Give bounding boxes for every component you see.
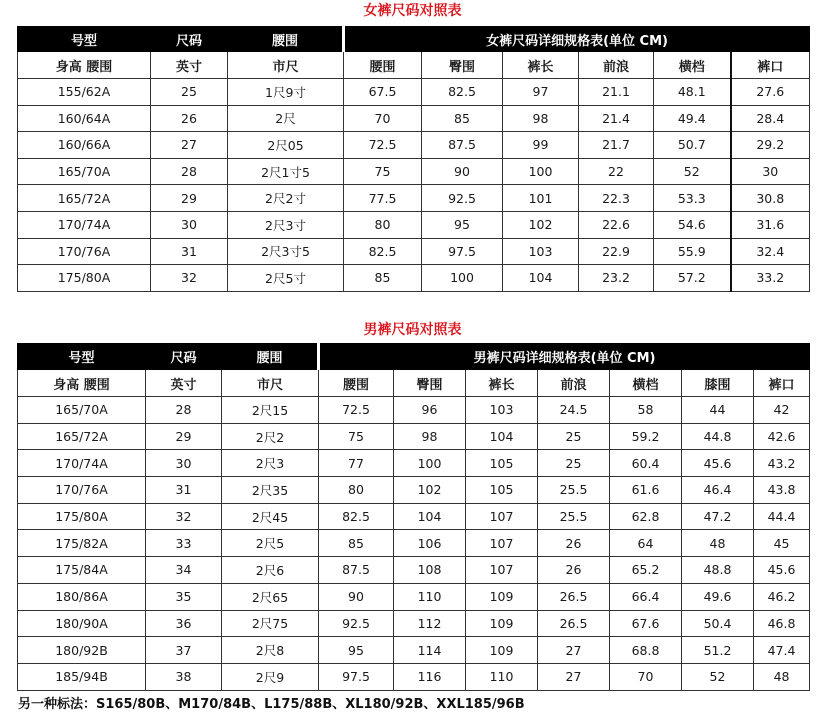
table-cell: 45 (754, 530, 810, 557)
table-cell: 52 (654, 158, 731, 185)
table-cell: 92.5 (422, 185, 503, 212)
table-cell: 70 (344, 105, 422, 132)
table-cell: 2尺15 (222, 397, 319, 424)
table-cell: 36 (146, 610, 222, 637)
table-cell: 107 (466, 503, 538, 530)
table-cell: 44.4 (754, 503, 810, 530)
table-cell: 95 (319, 637, 394, 664)
table-cell: 2尺3寸5 (228, 238, 344, 265)
column-header: 英寸 (151, 52, 228, 79)
table-cell: 2尺2寸 (228, 185, 344, 212)
table-cell: 28 (146, 397, 222, 424)
table-cell: 103 (466, 397, 538, 424)
table-cell: 48 (754, 663, 810, 690)
table-cell: 72.5 (319, 397, 394, 424)
table-cell: 46.4 (682, 477, 754, 504)
table-row (18, 79, 810, 106)
table-cell: 102 (503, 211, 579, 238)
table-cell: 22.6 (579, 211, 654, 238)
table-cell: 61.6 (610, 477, 682, 504)
table-cell: 2尺35 (222, 477, 319, 504)
column-header: 横档 (654, 52, 731, 79)
table-row (18, 423, 810, 450)
table-cell: 27 (151, 132, 228, 159)
table-cell: 104 (503, 265, 579, 292)
table-cell: 25.5 (538, 503, 610, 530)
column-header: 裤口 (731, 52, 810, 79)
table-cell: 50.4 (682, 610, 754, 637)
table-cell: 180/92B (18, 637, 146, 664)
table-cell: 33 (146, 530, 222, 557)
column-header: 臀围 (394, 370, 466, 397)
table-row (18, 637, 810, 664)
table-cell: 29 (151, 185, 228, 212)
table-cell: 155/62A (18, 79, 151, 106)
women-size-table (17, 26, 810, 292)
table-cell: 57.2 (654, 265, 731, 292)
table-cell: 2尺45 (222, 503, 319, 530)
table-cell: 85 (319, 530, 394, 557)
table-cell: 165/70A (18, 158, 151, 185)
table-cell: 34 (146, 557, 222, 584)
table-cell: 170/76A (18, 477, 146, 504)
table-cell: 45.6 (754, 557, 810, 584)
table-cell: 26 (538, 557, 610, 584)
table-cell: 170/76A (18, 238, 151, 265)
table-row (18, 132, 810, 159)
table-cell: 28.4 (731, 105, 810, 132)
table-cell: 95 (422, 211, 503, 238)
table-cell: 62.8 (610, 503, 682, 530)
table-cell: 109 (466, 610, 538, 637)
column-header: 市尺 (222, 370, 319, 397)
table-cell: 27 (538, 663, 610, 690)
table-cell: 27.6 (731, 79, 810, 106)
table-cell: 22 (579, 158, 654, 185)
table-cell: 75 (319, 423, 394, 450)
table-cell: 25 (538, 450, 610, 477)
table-cell: 22.9 (579, 238, 654, 265)
table-cell: 77.5 (344, 185, 422, 212)
column-header: 臀围 (422, 52, 503, 79)
table-cell: 21.7 (579, 132, 654, 159)
table-row (18, 477, 810, 504)
table-row (18, 397, 810, 424)
table-cell: 44 (682, 397, 754, 424)
table-cell: 22.3 (579, 185, 654, 212)
table-cell: 68.8 (610, 637, 682, 664)
column-header: 裤长 (503, 52, 579, 79)
table-cell: 90 (422, 158, 503, 185)
table-cell: 32 (151, 265, 228, 292)
table-cell: 112 (394, 610, 466, 637)
table-cell: 48 (682, 530, 754, 557)
table-cell: 107 (466, 530, 538, 557)
table-cell: 66.4 (610, 583, 682, 610)
size-notation-note: 另一种标法：S165/80B、M170/84B、L175/88B、XL180/92B、XXL185/96B (18, 697, 525, 712)
table-cell: 67.5 (344, 79, 422, 106)
table-cell: 185/94B (18, 663, 146, 690)
table-cell: 21.1 (579, 79, 654, 106)
column-header: 横档 (610, 370, 682, 397)
table-cell: 2尺5寸 (228, 265, 344, 292)
table-cell: 165/72A (18, 185, 151, 212)
table-cell: 30.8 (731, 185, 810, 212)
table-cell: 90 (319, 583, 394, 610)
table-cell: 26.5 (538, 610, 610, 637)
table-cell: 43.2 (754, 450, 810, 477)
column-header: 膝围 (682, 370, 754, 397)
table-row (18, 185, 810, 212)
table-cell: 29 (146, 423, 222, 450)
column-header: 裤长 (466, 370, 538, 397)
table-cell: 51.2 (682, 637, 754, 664)
header-model: 号型 (18, 27, 151, 52)
table-cell: 49.4 (654, 105, 731, 132)
table-cell: 114 (394, 637, 466, 664)
table-cell: 64 (610, 530, 682, 557)
table-row (18, 105, 810, 132)
table-row (18, 530, 810, 557)
table-cell: 101 (503, 185, 579, 212)
table-cell: 2尺05 (228, 132, 344, 159)
table-cell: 31.6 (731, 211, 810, 238)
table-cell: 45.6 (682, 450, 754, 477)
table-row (18, 211, 810, 238)
header-size: 尺码 (151, 27, 228, 52)
table-cell: 47.4 (754, 637, 810, 664)
table-cell: 2尺8 (222, 637, 319, 664)
table-cell: 165/72A (18, 423, 146, 450)
column-header: 腰围 (344, 52, 422, 79)
table-cell: 24.5 (538, 397, 610, 424)
table-cell: 97.5 (319, 663, 394, 690)
table-row (18, 158, 810, 185)
table-cell: 160/64A (18, 105, 151, 132)
header-spec: 男裤尺码详细规格表(单位 CM) (319, 344, 810, 370)
table-cell: 80 (319, 477, 394, 504)
column-header: 腰围 (319, 370, 394, 397)
table-cell: 92.5 (319, 610, 394, 637)
table-cell: 2尺 (228, 105, 344, 132)
column-header: 裤口 (754, 370, 810, 397)
table-cell: 2尺2 (222, 423, 319, 450)
table-cell: 65.2 (610, 557, 682, 584)
table-cell: 103 (503, 238, 579, 265)
table-cell: 175/80A (18, 265, 151, 292)
column-header: 英寸 (146, 370, 222, 397)
table-cell: 82.5 (422, 79, 503, 106)
table-cell: 43.8 (754, 477, 810, 504)
table-cell: 26 (151, 105, 228, 132)
table-cell: 37 (146, 637, 222, 664)
table-cell: 46.8 (754, 610, 810, 637)
table-cell: 25 (538, 423, 610, 450)
table-cell: 30 (151, 211, 228, 238)
table-cell: 99 (503, 132, 579, 159)
table-cell: 2尺9 (222, 663, 319, 690)
table-cell: 32.4 (731, 238, 810, 265)
header-size: 尺码 (146, 344, 222, 370)
table-cell: 75 (344, 158, 422, 185)
table-cell: 109 (466, 637, 538, 664)
table-cell: 44.8 (682, 423, 754, 450)
table-cell: 175/82A (18, 530, 146, 557)
table-cell: 175/84A (18, 557, 146, 584)
women-header-row (18, 27, 810, 52)
table-cell: 100 (394, 450, 466, 477)
header-waist: 腰围 (228, 27, 344, 52)
table-cell: 85 (422, 105, 503, 132)
table-cell: 33.2 (731, 265, 810, 292)
women-chart-title: 女裤尺码对照表 (363, 3, 462, 19)
table-cell: 2尺6 (222, 557, 319, 584)
table-cell: 97 (503, 79, 579, 106)
table-cell: 105 (466, 450, 538, 477)
table-row (18, 557, 810, 584)
table-cell: 48.8 (682, 557, 754, 584)
table-cell: 53.3 (654, 185, 731, 212)
table-cell: 2尺5 (222, 530, 319, 557)
table-cell: 54.6 (654, 211, 731, 238)
table-cell: 48.1 (654, 79, 731, 106)
table-cell: 102 (394, 477, 466, 504)
table-cell: 30 (146, 450, 222, 477)
table-row (18, 450, 810, 477)
table-row (18, 238, 810, 265)
men-size-table (17, 343, 810, 691)
table-cell: 160/66A (18, 132, 151, 159)
table-row (18, 583, 810, 610)
table-cell: 77 (319, 450, 394, 477)
men-chart-title: 男裤尺码对照表 (363, 322, 462, 338)
table-cell: 52 (682, 663, 754, 690)
column-header: 身高 腰围 (18, 52, 151, 79)
table-cell: 180/86A (18, 583, 146, 610)
table-cell: 104 (466, 423, 538, 450)
table-cell: 23.2 (579, 265, 654, 292)
table-cell: 104 (394, 503, 466, 530)
table-cell: 25.5 (538, 477, 610, 504)
table-cell: 106 (394, 530, 466, 557)
table-cell: 31 (151, 238, 228, 265)
table-cell: 72.5 (344, 132, 422, 159)
table-cell: 96 (394, 397, 466, 424)
table-cell: 26.5 (538, 583, 610, 610)
table-cell: 110 (466, 663, 538, 690)
table-cell: 105 (466, 477, 538, 504)
table-cell: 165/70A (18, 397, 146, 424)
men-header-row (18, 344, 810, 370)
table-cell: 49.6 (682, 583, 754, 610)
header-waist: 腰围 (222, 344, 319, 370)
table-cell: 2尺3寸 (228, 211, 344, 238)
table-cell: 27 (538, 637, 610, 664)
table-cell: 70 (610, 663, 682, 690)
table-cell: 100 (422, 265, 503, 292)
table-cell: 180/90A (18, 610, 146, 637)
men-column-headers (18, 370, 810, 397)
table-cell: 26 (538, 530, 610, 557)
table-cell: 107 (466, 557, 538, 584)
table-cell: 175/80A (18, 503, 146, 530)
table-cell: 2尺75 (222, 610, 319, 637)
table-cell: 67.6 (610, 610, 682, 637)
table-cell: 30 (731, 158, 810, 185)
table-cell: 25 (151, 79, 228, 106)
table-cell: 110 (394, 583, 466, 610)
column-header: 身高 腰围 (18, 370, 146, 397)
table-cell: 47.2 (682, 503, 754, 530)
table-cell: 59.2 (610, 423, 682, 450)
table-cell: 38 (146, 663, 222, 690)
table-cell: 46.2 (754, 583, 810, 610)
table-cell: 170/74A (18, 450, 146, 477)
table-cell: 31 (146, 477, 222, 504)
table-cell: 1尺9寸 (228, 79, 344, 106)
women-column-headers (18, 52, 810, 79)
table-cell: 42.6 (754, 423, 810, 450)
table-cell: 109 (466, 583, 538, 610)
column-header: 前浪 (579, 52, 654, 79)
table-cell: 97.5 (422, 238, 503, 265)
table-row (18, 503, 810, 530)
table-cell: 116 (394, 663, 466, 690)
table-cell: 82.5 (344, 238, 422, 265)
table-cell: 2尺3 (222, 450, 319, 477)
table-cell: 87.5 (422, 132, 503, 159)
column-header: 前浪 (538, 370, 610, 397)
table-cell: 85 (344, 265, 422, 292)
table-row (18, 663, 810, 690)
table-cell: 80 (344, 211, 422, 238)
table-cell: 28 (151, 158, 228, 185)
table-cell: 98 (394, 423, 466, 450)
table-cell: 108 (394, 557, 466, 584)
column-header: 市尺 (228, 52, 344, 79)
table-cell: 42 (754, 397, 810, 424)
table-cell: 2尺1寸5 (228, 158, 344, 185)
table-row (18, 265, 810, 292)
table-cell: 58 (610, 397, 682, 424)
table-cell: 55.9 (654, 238, 731, 265)
table-cell: 100 (503, 158, 579, 185)
header-spec: 女裤尺码详细规格表(单位 CM) (344, 27, 810, 52)
table-cell: 82.5 (319, 503, 394, 530)
table-cell: 87.5 (319, 557, 394, 584)
table-cell: 60.4 (610, 450, 682, 477)
table-cell: 32 (146, 503, 222, 530)
table-cell: 29.2 (731, 132, 810, 159)
table-row (18, 610, 810, 637)
table-cell: 2尺65 (222, 583, 319, 610)
table-cell: 35 (146, 583, 222, 610)
table-cell: 170/74A (18, 211, 151, 238)
table-cell: 50.7 (654, 132, 731, 159)
table-cell: 98 (503, 105, 579, 132)
header-model: 号型 (18, 344, 146, 370)
table-cell: 21.4 (579, 105, 654, 132)
